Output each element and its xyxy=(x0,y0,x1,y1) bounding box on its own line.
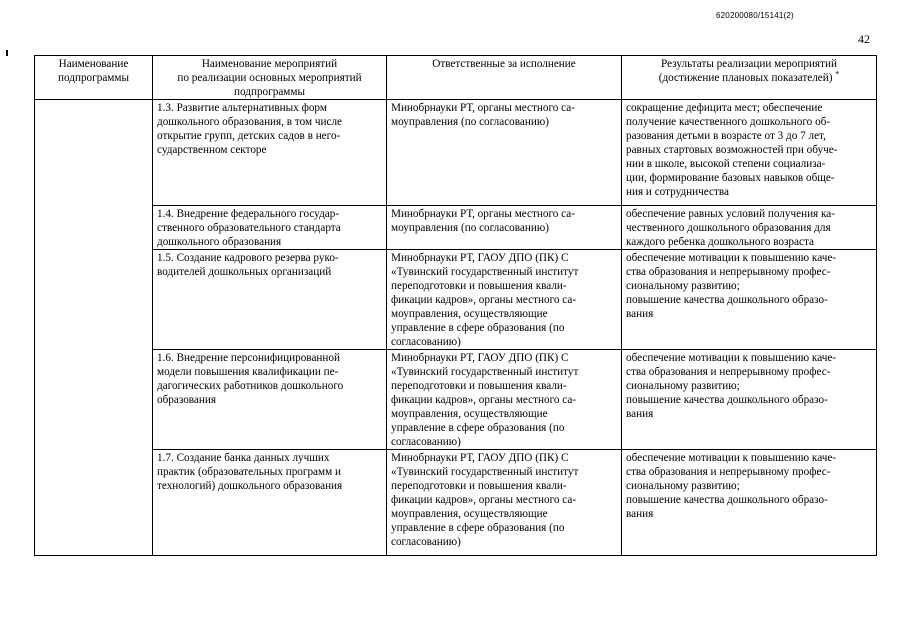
activity-cell: 1.5. Создание кадрового резерва руко- водителей дошкольных организаций xyxy=(153,250,387,350)
responsible-cell: Минобрнауки РТ, ГАОУ ДПО (ПК) С «Тувинский государственный институт переподготовки и повышения квали- фикации кадров», органы местного са- моуправления, осуществляющие управление в сфере образования (по согласованию) xyxy=(387,450,622,556)
header-results: Результаты реализации мероприятий (достижение плановых показателей) * xyxy=(622,56,877,100)
subprogram-cell xyxy=(35,100,153,556)
table-header-row xyxy=(35,56,877,100)
footnote-marker: * xyxy=(835,69,840,79)
responsible-cell: Минобрнауки РТ, органы местного са- моуправления (по согласованию) xyxy=(387,206,622,250)
header-subprogram: Наименование подпрограммы xyxy=(35,56,153,100)
table-row xyxy=(35,450,877,556)
header-responsible: Ответственные за исполнение xyxy=(387,56,622,100)
responsible-cell: Минобрнауки РТ, ГАОУ ДПО (ПК) С «Тувинский государственный институт переподготовки и повышения квали- фикации кадров», органы местного са- моуправления, осуществляющие управление в сфере образования (по согласованию) xyxy=(387,350,622,450)
document-code: 620200080/15141(2) xyxy=(716,11,794,20)
results-cell: сокращение дефицита мест; обеспечение получение качественного дошкольного об- разования детьми в возрасте от 3 до 7 лет, равных стартовых возможностей при обуче- нии в школе, высокой степени социализа- ции, формирование базовых навыков обще- ния и сотрудничества xyxy=(622,100,877,206)
table-row xyxy=(35,100,877,206)
results-cell: обеспечение мотивации к повышению каче- ства образования и непрерывному профес- сиональному развитию; повышение качества дошкольного образо- вания xyxy=(622,250,877,350)
table-row xyxy=(35,350,877,450)
activity-cell: 1.7. Создание банка данных лучших практик (образовательных программ и технологий) дошкольного образования xyxy=(153,450,387,556)
results-cell: обеспечение мотивации к повышению каче- ства образования и непрерывному профес- сиональному развитию; повышение качества дошкольного образо- вания xyxy=(622,350,877,450)
activities-table xyxy=(34,55,877,556)
activity-cell: 1.3. Развитие альтернативных форм дошкольного образования, в том числе открытие групп, детских садов в него- сударственном секторе xyxy=(153,100,387,206)
table-row xyxy=(35,206,877,250)
responsible-cell: Минобрнауки РТ, ГАОУ ДПО (ПК) С «Тувинский государственный институт переподготовки и повышения квали- фикации кадров», органы местного са- моуправления, осуществляющие управление в сфере образования (по согласованию) xyxy=(387,250,622,350)
header-activities: Наименование мероприятий по реализации основных мероприятий подпрограммы xyxy=(153,56,387,100)
margin-mark xyxy=(6,50,8,56)
page-number: 42 xyxy=(858,32,870,46)
table-row xyxy=(35,250,877,350)
activity-cell: 1.4. Внедрение федерального государ- ственного образовательного стандарта дошкольного образования xyxy=(153,206,387,250)
activity-cell: 1.6. Внедрение персонифицированной модели повышения квалификации пе- дагогических работников дошкольного образования xyxy=(153,350,387,450)
responsible-cell: Минобрнауки РТ, органы местного са- моуправления (по согласованию) xyxy=(387,100,622,206)
results-cell: обеспечение мотивации к повышению каче- ства образования и непрерывному профес- сиональному развитию; повышение качества дошкольного образо- вания xyxy=(622,450,877,556)
results-cell: обеспечение равных условий получения ка- чественного дошкольного образования для каждого ребенка дошкольного возраста xyxy=(622,206,877,250)
